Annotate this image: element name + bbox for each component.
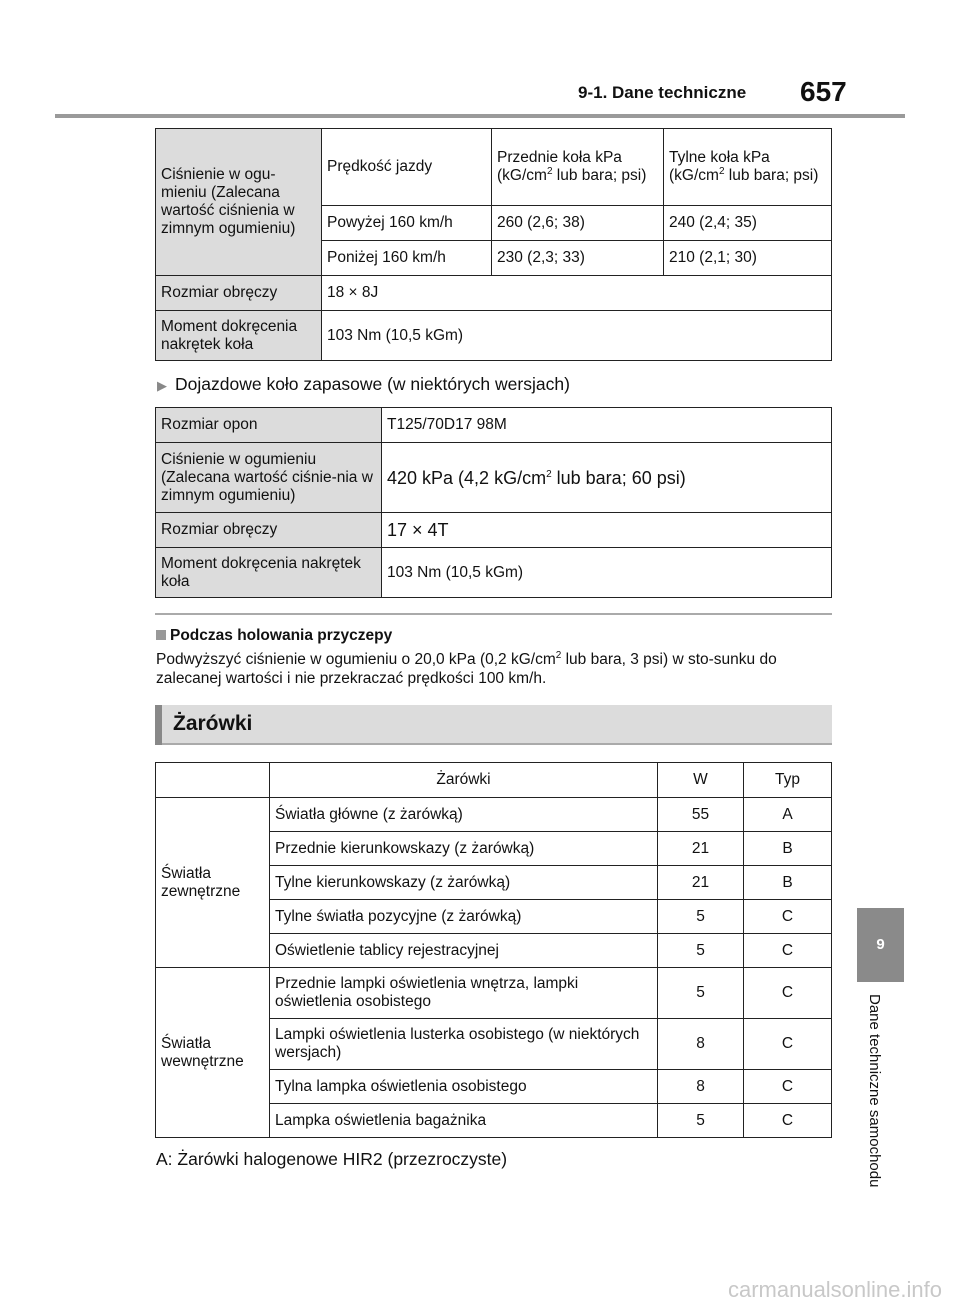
bulb-type: A <box>744 798 832 832</box>
bulb-watts: 5 <box>658 1104 744 1138</box>
spare-tire-value: T125/70D17 98M <box>382 408 832 443</box>
bulb-item: Przednie kierunkowskazy (z żarówką) <box>270 832 658 866</box>
section-accent <box>155 705 162 745</box>
bulb-type: B <box>744 832 832 866</box>
bulb-item: Oświetlenie tablicy rejestracyjnej <box>270 934 658 968</box>
group-interior-lights: Światła wewnętrzne <box>156 968 270 1138</box>
bulb-watts: 8 <box>658 1019 744 1070</box>
spare-pressure-label: Ciśnienie w ogumieniu (Zalecana wartość ciśnie-nia w zimnym ogumieniu) <box>156 443 382 513</box>
bulb-type: C <box>744 1070 832 1104</box>
speed-cell: Powyżej 160 km/h <box>322 206 492 241</box>
bulb-watts: 8 <box>658 1070 744 1104</box>
bulb-item: Lampki oświetlenia lusterka osobistego (w niektórych wersjach) <box>270 1019 658 1070</box>
spare-rim-label: Rozmiar obręczy <box>156 513 382 548</box>
square-bullet-icon <box>156 630 166 640</box>
torque-value: 103 Nm (10,5 kGm) <box>322 311 832 361</box>
spare-rim-value: 17 × 4T <box>382 513 832 548</box>
bulb-watts: 21 <box>658 866 744 900</box>
spare-pressure-value: 420 kPa (4,2 $kG/cm^2$ lub bara; 60 psi) <box>382 443 832 513</box>
header-section-title: 9-1. Dane techniczne <box>578 83 747 102</box>
front-pressure-cell: 230 (2,3; 33) <box>492 241 664 276</box>
tire-pressure-table <box>155 128 832 361</box>
page-number: 657 <box>800 76 847 107</box>
chapter-tab[interactable] <box>857 908 904 982</box>
chapter-title: Dane techniczne samochodu <box>866 994 883 1188</box>
bulb-item: Światła główne (z żarówką) <box>270 798 658 832</box>
spare-torque-value: 103 Nm (10,5 kGm) <box>382 548 832 598</box>
bulb-watts: 5 <box>658 934 744 968</box>
bulb-item: Przednie lampki oświetlenia wnętrza, lampki oświetlenia osobistego <box>270 968 658 1019</box>
bulb-type: C <box>744 1104 832 1138</box>
bulb-type: B <box>744 866 832 900</box>
col-front-header: Przednie koła kPa ($kG/cm^2$ lub bara; psi) <box>492 129 664 206</box>
front-pressure-cell: 260 (2,6; 38) <box>492 206 664 241</box>
col-rear-header: Tylne koła kPa ($kG/cm^2$ lub bara; psi) <box>664 129 832 206</box>
pressure-label: Ciśnienie w ogu-mieniu (Zalecana wartość ciśnienia w zimnym ogumieniu) <box>156 129 322 276</box>
spare-wheel-title: ▶ Dojazdowe koło zapasowe (w niektórych wersjach) <box>157 374 570 394</box>
bulb-watts: 5 <box>658 968 744 1019</box>
header-type: Typ <box>744 763 832 798</box>
header-bulbs: Żarówki <box>270 763 658 798</box>
spare-torque-label: Moment dokręcenia nakrętek koła <box>156 548 382 598</box>
spare-wheel-table <box>155 407 832 598</box>
bulbs-table <box>155 762 832 1138</box>
rear-pressure-cell: 210 (2,1; 30) <box>664 241 832 276</box>
rear-pressure-cell: 240 (2,4; 35) <box>664 206 832 241</box>
chapter-number: 9 <box>876 936 885 953</box>
torque-label: Moment dokręcenia nakrętek koła <box>156 311 322 361</box>
towing-text: Podwyższyć ciśnienie w ogumieniu o 20,0 kPa (0,2 $kG/cm^2$ lub bara, 3 psi) w sto-sunku do zalecanej wartości i nie przekraczać prędkości 100 km/h. <box>156 649 777 687</box>
towing-heading: Podczas holowania przyczepy <box>156 627 392 645</box>
bulbs-section-header <box>155 705 832 745</box>
header-watts: W <box>658 763 744 798</box>
col-speed-header: Prędkość jazdy <box>322 129 492 206</box>
bulb-item: Lampka oświetlenia bagażnika <box>270 1104 658 1138</box>
bulb-watts: 21 <box>658 832 744 866</box>
header-blank <box>156 763 270 798</box>
header-rule <box>55 114 905 118</box>
bulb-footnote: A: Żarówki halogenowe HIR2 (przezroczyste) <box>156 1149 508 1169</box>
bulb-watts: 5 <box>658 900 744 934</box>
bulb-type: C <box>744 968 832 1019</box>
bulb-type: C <box>744 934 832 968</box>
bulb-item: Tylne kierunkowskazy (z żarówką) <box>270 866 658 900</box>
rim-label: Rozmiar obręczy <box>156 276 322 311</box>
rim-value: 18 × 8J <box>322 276 832 311</box>
triangle-bullet-icon: ▶ <box>157 378 167 393</box>
bulb-watts: 55 <box>658 798 744 832</box>
section-divider <box>155 613 832 615</box>
bulb-item: Tylne światła pozycyjne (z żarówką) <box>270 900 658 934</box>
bulb-item: Tylna lampka oświetlenia osobistego <box>270 1070 658 1104</box>
speed-cell: Poniżej 160 km/h <box>322 241 492 276</box>
group-exterior-lights: Światła zewnętrzne <box>156 798 270 968</box>
bulb-type: C <box>744 900 832 934</box>
bulb-type: C <box>744 1019 832 1070</box>
spare-tire-label: Rozmiar opon <box>156 408 382 443</box>
watermark: carmanualsonline.info <box>727 1277 942 1302</box>
bulbs-section-title: Żarówki <box>173 712 253 735</box>
